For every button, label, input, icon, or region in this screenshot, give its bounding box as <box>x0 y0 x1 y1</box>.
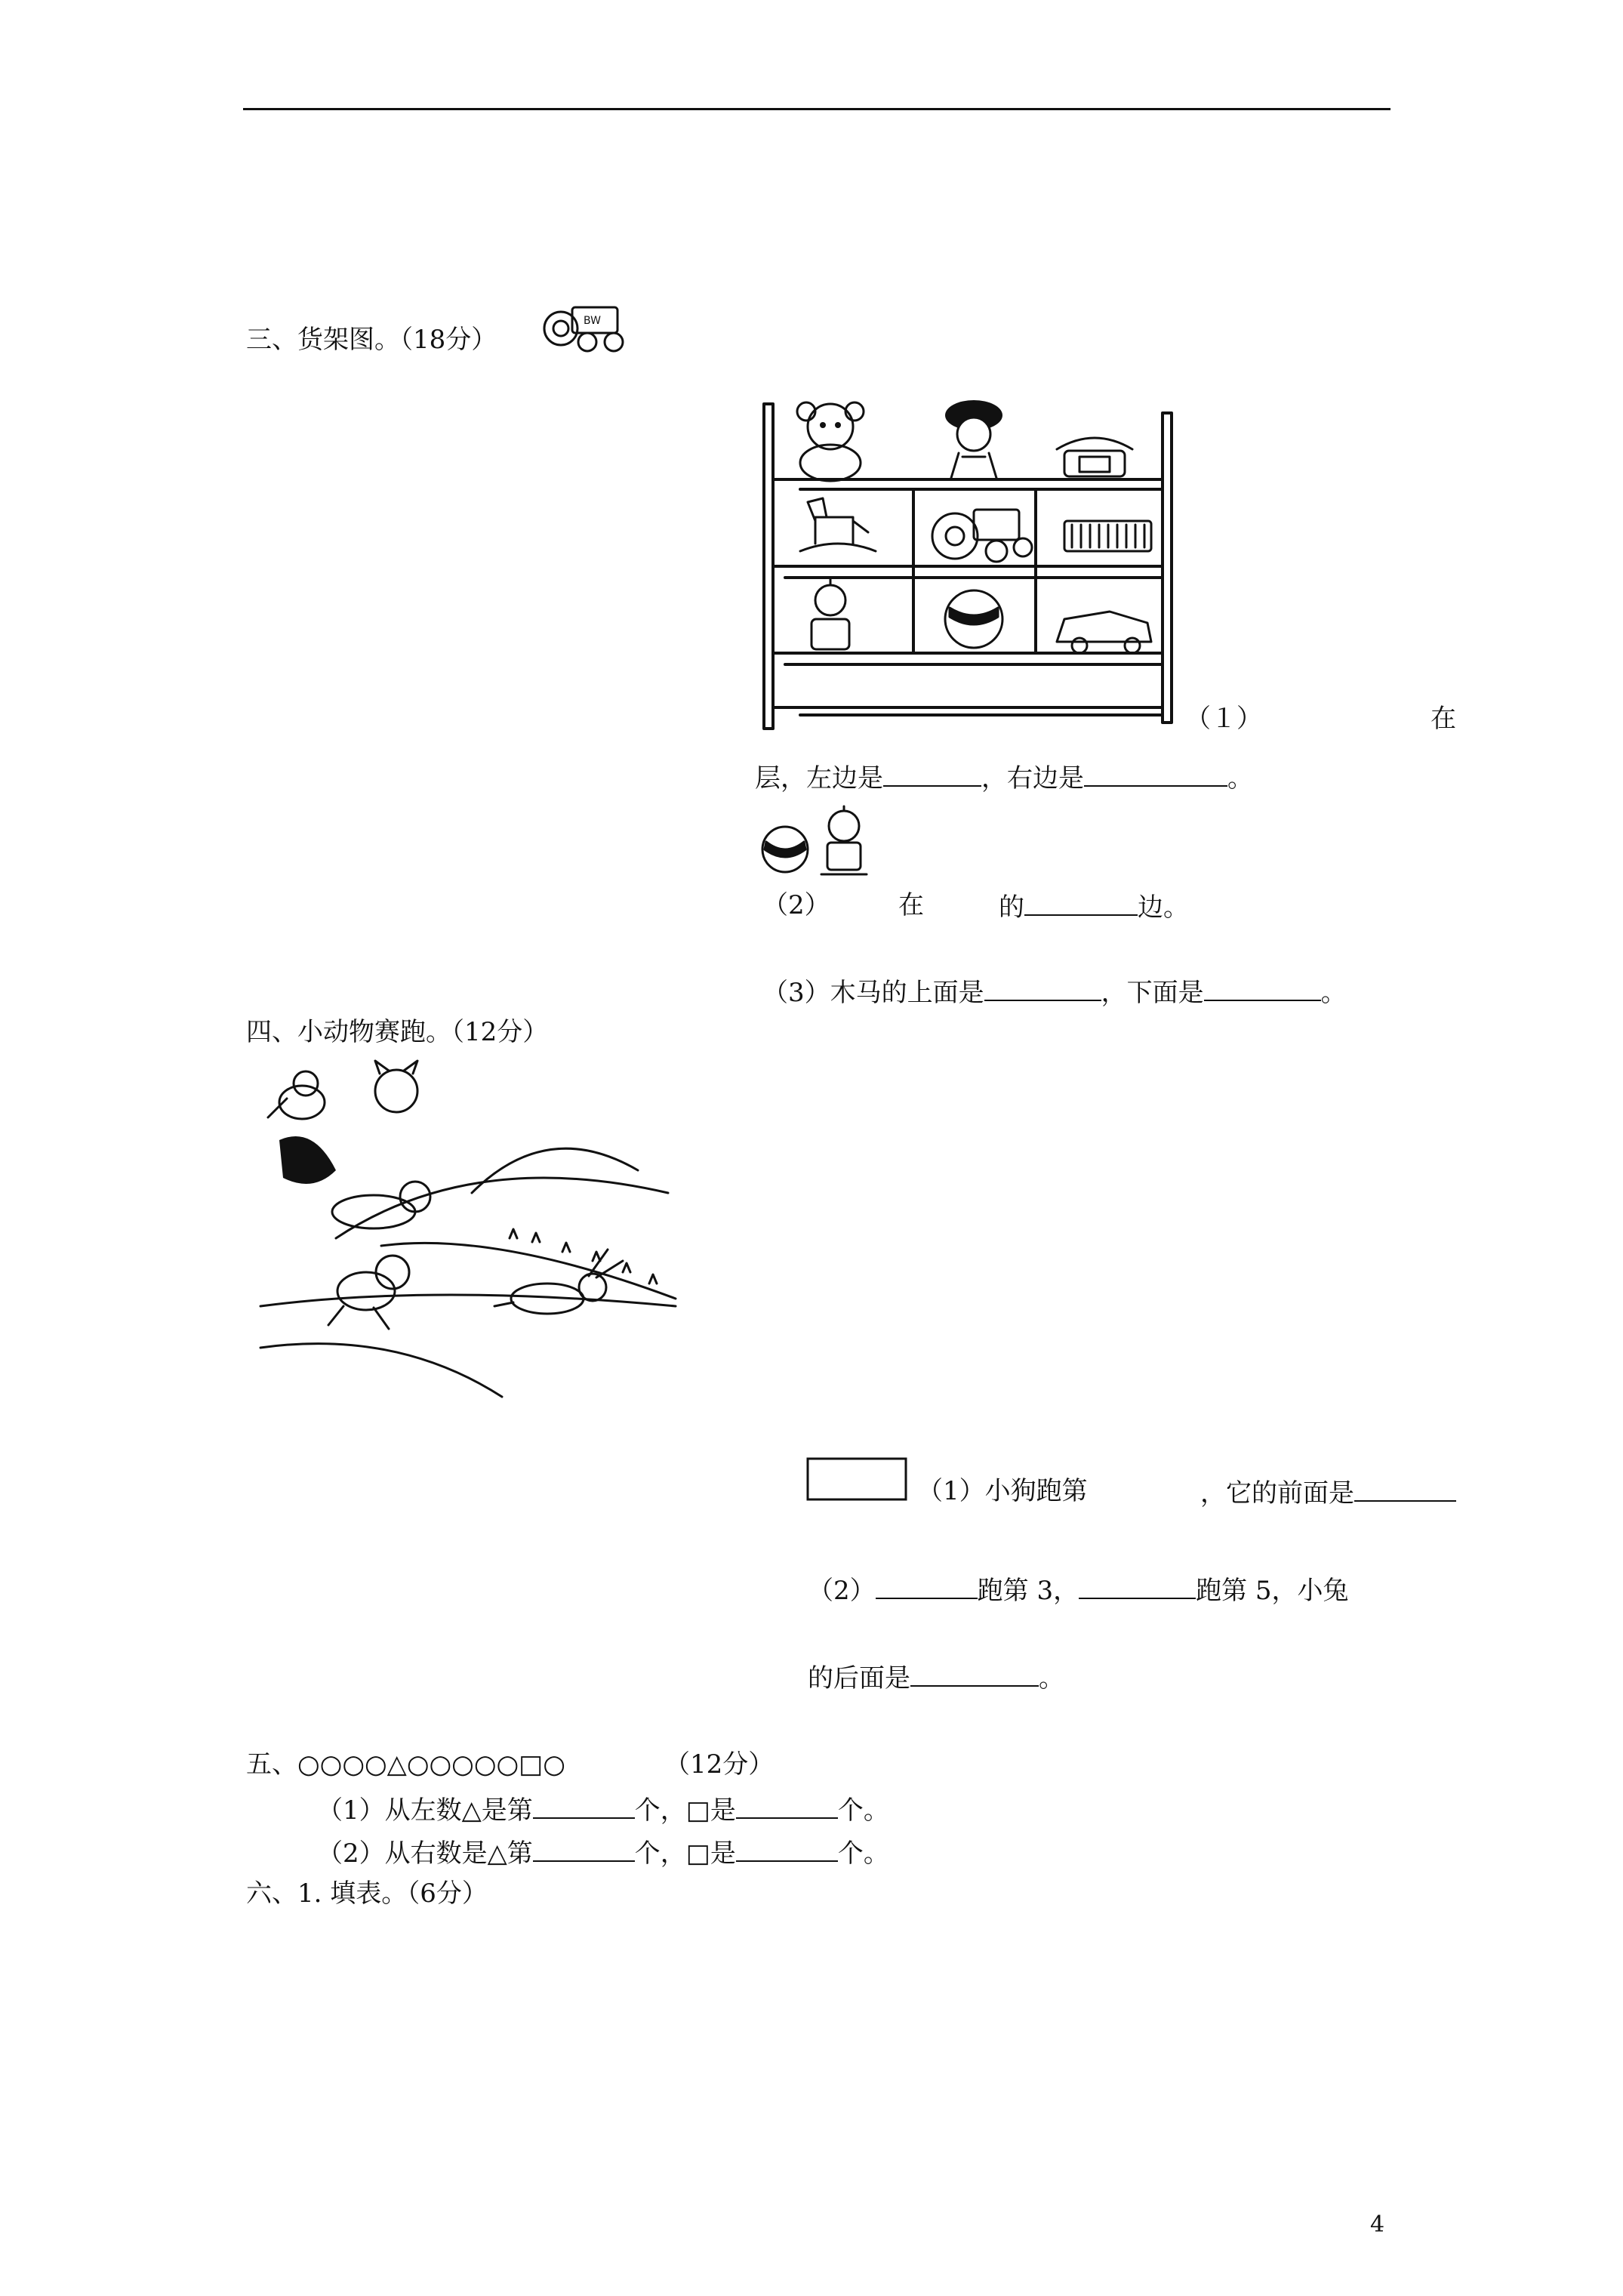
section4-title: 四、小动物赛跑。（12分） <box>246 1017 549 1047</box>
s3-q1-word: 在 <box>1431 704 1456 734</box>
s5-q1-line <box>317 1792 889 1827</box>
s4-q2-blank-third[interactable] <box>876 1572 978 1599</box>
section3-title: 三、货架图。（18分） <box>246 325 497 355</box>
s5-q2-text-a: （2）从右数是△第 <box>317 1838 533 1869</box>
s4-q1-blank[interactable] <box>1354 1475 1456 1502</box>
svg-text:BW: BW <box>584 315 601 327</box>
s4-q1-text-a: （1）小狗跑第 <box>917 1476 1088 1506</box>
s3-q2-blank[interactable] <box>1024 889 1138 916</box>
s5-q1-text-c: 个。 <box>837 1795 889 1826</box>
section5-title: 五、○○○○△○○○○○□○ <box>246 1749 565 1780</box>
s5-q2-line <box>317 1835 889 1870</box>
s5-q2-blank-square[interactable] <box>736 1835 838 1862</box>
s3-q1-blank-right[interactable] <box>1084 760 1227 787</box>
s3-q3-text-b: ，下面是 <box>1101 978 1204 1008</box>
ball-icon <box>759 823 812 876</box>
s5-q1-blank-triangle[interactable] <box>533 1792 635 1819</box>
s3-q3-text-a: （3）木马的上面是 <box>762 978 984 1008</box>
s3-q3-blank-above[interactable] <box>984 974 1101 1001</box>
s4-q2-line <box>808 1572 1349 1607</box>
s4-q2-blank-behind[interactable] <box>910 1660 1039 1687</box>
s4-q2-text-d: 的后面是 <box>808 1663 910 1693</box>
s5-q1-blank-square[interactable] <box>736 1792 838 1819</box>
s3-q3-blank-below[interactable] <box>1204 974 1321 1001</box>
s4-q1-text-b: ，它的前面是 <box>1200 1478 1354 1509</box>
s4-q2-line2 <box>808 1660 1064 1695</box>
s3-q1-line2 <box>755 760 1253 795</box>
s3-q2-end: 边。 <box>1138 892 1189 923</box>
s3-q3-line <box>762 974 1347 1009</box>
s4-q2-text-a: （2） <box>808 1576 876 1606</box>
s3-q1-text-c: 。 <box>1227 763 1253 794</box>
s4-q2-text-c: 跑第 5，小兔 <box>1196 1576 1349 1606</box>
robot-icon <box>814 805 874 880</box>
s3-q2-word2: 的 <box>999 892 1024 923</box>
s3-q2-word1: 在 <box>898 890 924 920</box>
s5-q2-text-b: 个，□是 <box>634 1838 736 1869</box>
s3-q2-line <box>999 889 1189 924</box>
toy-shelf-figure <box>755 396 1178 736</box>
section5-score: （12分） <box>664 1749 775 1780</box>
s3-q3-text-c: 。 <box>1320 978 1347 1008</box>
s5-q2-text-c: 个。 <box>837 1838 889 1869</box>
answer-box[interactable] <box>806 1457 909 1502</box>
s5-q1-text-b: 个，□是 <box>634 1795 736 1826</box>
header-rule <box>243 108 1390 110</box>
s5-q2-blank-triangle[interactable] <box>533 1835 635 1862</box>
s3-q1-blank-left[interactable] <box>883 760 981 787</box>
s5-q1-text-a: （1）从左数△是第 <box>317 1795 533 1826</box>
s3-q2-prefix: （2） <box>762 890 830 920</box>
s4-q2-text-b: 跑第 3， <box>977 1576 1079 1606</box>
section6-title: 六、1. 填表。（6分） <box>246 1878 488 1909</box>
s3-q1-text-a: 层，左边是 <box>755 763 883 794</box>
s3-q1-prefix: （１） <box>1185 704 1262 734</box>
animal-race-figure <box>245 1057 698 1397</box>
s4-q2-text-e: 。 <box>1039 1663 1064 1693</box>
page-number: 4 <box>1370 2211 1385 2238</box>
s4-q2-blank-fifth[interactable] <box>1079 1572 1196 1599</box>
s4-q1-line <box>1200 1475 1456 1510</box>
s3-q1-text-b: ，右边是 <box>981 763 1084 794</box>
toy-tractor-icon <box>542 298 633 355</box>
